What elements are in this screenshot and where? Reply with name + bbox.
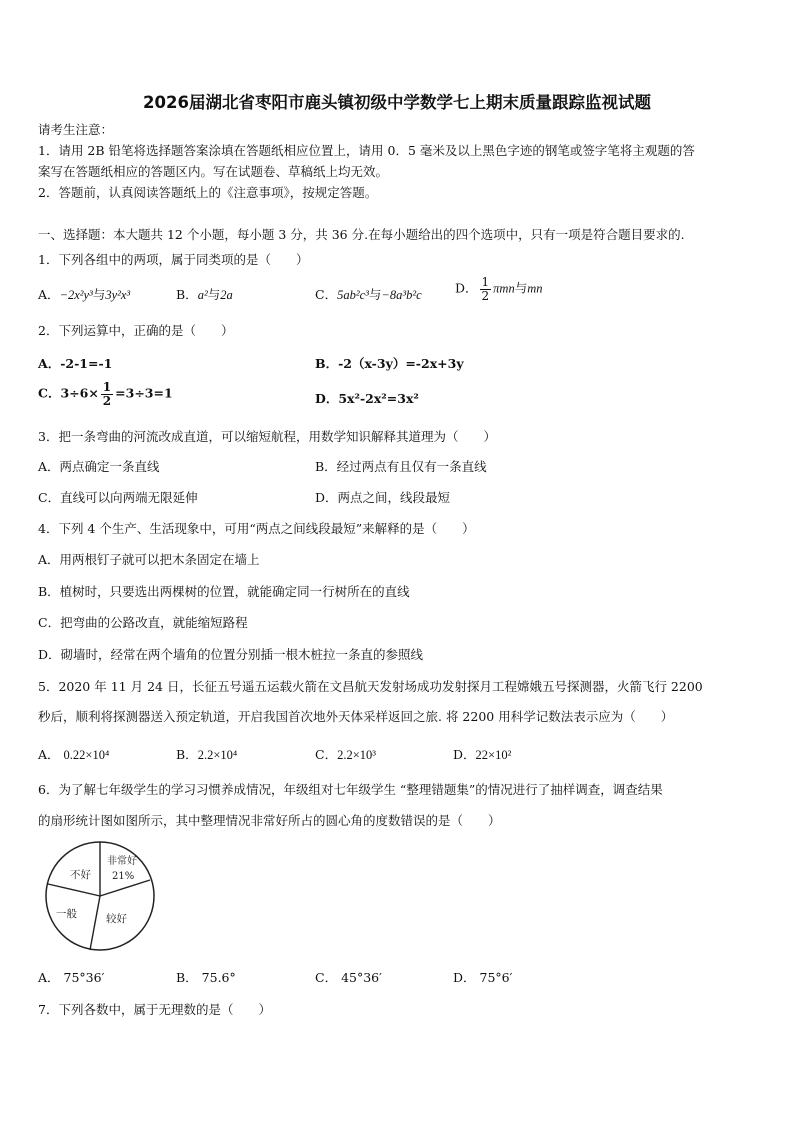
q2-option-d: D．5x²-2x²=3x² xyxy=(315,391,419,406)
q6-stem-1: 6．为了解七年级学生的学习习惯养成情况，年级组对七年级学生 “整理错题集”的情况进行了抽样调查，调查结果 xyxy=(38,782,663,797)
q5-option-a: A． 0.22×10⁴ xyxy=(38,747,110,762)
q1-stem: 1．下列各组中的两项，属于同类项的是（ ） xyxy=(38,252,309,267)
fraction: $\frac{1}{2}$ xyxy=(102,380,112,408)
notice-heading: 请考生注意： xyxy=(38,122,114,137)
q3-option-a: A．两点确定一条直线 xyxy=(38,459,160,474)
q7-stem: 7．下列各数中，属于无理数的是（ ） xyxy=(38,1002,271,1017)
q4-option-a: A．用两根钉子就可以把木条固定在墙上 xyxy=(38,552,260,567)
q1-option-b: B．a²与2a xyxy=(176,287,233,302)
q6-stem-2: 的扇形统计图如图所示，其中整理情况非常好所占的圆心角的度数错误的是（ ） xyxy=(38,813,501,828)
q5-option-d: D．22×10² xyxy=(453,747,512,762)
q2-option-a: A．-2-1=-1 xyxy=(38,356,113,371)
q3-option-c: C．直线可以向两端无限延伸 xyxy=(38,490,198,505)
q4-stem: 4．下列 4 个生产、生活现象中，可用“两点之间线段最短”来解释的是（ ） xyxy=(38,521,475,536)
pie-label-verygood-pct: 21% xyxy=(112,871,135,882)
section-heading: 一、选择题：本大题共 12 个小题，每小题 3 分，共 36 分.在每小题给出的四个选项中，只有一项是符合题目要求的. xyxy=(38,227,685,242)
q4-option-c: C．把弯曲的公路改直，就能缩短路程 xyxy=(38,615,248,630)
pie-label-normal: 一般 xyxy=(56,908,77,920)
q4-option-b: B．植树时，只要选出两棵树的位置，就能确定同一行树所在的直线 xyxy=(38,584,410,599)
notice-item-1b: 案写在答题纸相应的答题区内。写在试题卷、草稿纸上均无效。 xyxy=(38,164,389,179)
q6-option-d: D． 75°6′ xyxy=(453,970,513,985)
q1-option-a: A．−2x²y³与3y²x³ xyxy=(38,287,131,302)
q5-option-c: C．2.2×10³ xyxy=(315,747,377,762)
notice-item-2: 2．答题前，认真阅读答题纸上的《注意事项》，按规定答题。 xyxy=(38,185,378,200)
pie-label-verygood: 非常好 xyxy=(107,856,137,867)
q5-stem-2: 秒后，顺利将探测器送入预定轨道，开启我国首次地外天体采样返回之旅. 将 2200 用科学记数法表示应为（ ） xyxy=(38,709,674,724)
pie-label-good: 较好 xyxy=(106,913,127,925)
q5-stem-1: 5．2020 年 11 月 24 日，长征五号遥五运载火箭在文昌航天发射场成功发射探月工程嫦娥五号探测器，火箭飞行 2200 xyxy=(38,679,703,694)
q5-option-b: B．2.2×10⁴ xyxy=(176,747,238,762)
q6-option-b: B． 75.6° xyxy=(176,970,236,985)
q3-option-b: B．经过两点有且仅有一条直线 xyxy=(315,459,487,474)
page-title: 2026届湖北省枣阳市鹿头镇初级中学数学七上期末质量跟踪监视试题 xyxy=(143,93,651,112)
q4-option-d: D．砌墙时，经常在两个墙角的位置分别插一根木桩拉一条直的参照线 xyxy=(38,647,424,662)
q6-option-a: A． 75°36′ xyxy=(38,970,105,985)
q6-option-c: C． 45°36′ xyxy=(315,970,382,985)
pie-label-bad: 不好 xyxy=(70,869,91,881)
q2-option-b: B．-2（x-3y）=-2x+3y xyxy=(315,356,464,371)
fraction: $\frac{1}{2}$ xyxy=(481,275,490,303)
q2-option-c: C．3÷6× $\frac{1}{2}$ =3÷3=1 xyxy=(38,380,173,408)
q2-stem: 2．下列运算中，正确的是（ ） xyxy=(38,323,234,338)
q1-option-c: C．5ab²c³与−8a³b²c xyxy=(315,287,422,302)
q3-stem: 3．把一条弯曲的河流改成直道，可以缩短航程，用数学知识解释其道理为（ ） xyxy=(38,429,496,444)
notice-item-1a: 1．请用 2B 铅笔将选择题答案涂填在答题纸相应位置上，请用 0．5 毫米及以上黑色字迹的钢笔或签字笔将主观题的答 xyxy=(38,143,695,158)
q3-option-d: D．两点之间，线段最短 xyxy=(315,490,451,505)
pie-chart xyxy=(42,838,158,954)
q1-option-d: D． $\frac{1}{2}$ πmn与mn xyxy=(455,275,543,303)
